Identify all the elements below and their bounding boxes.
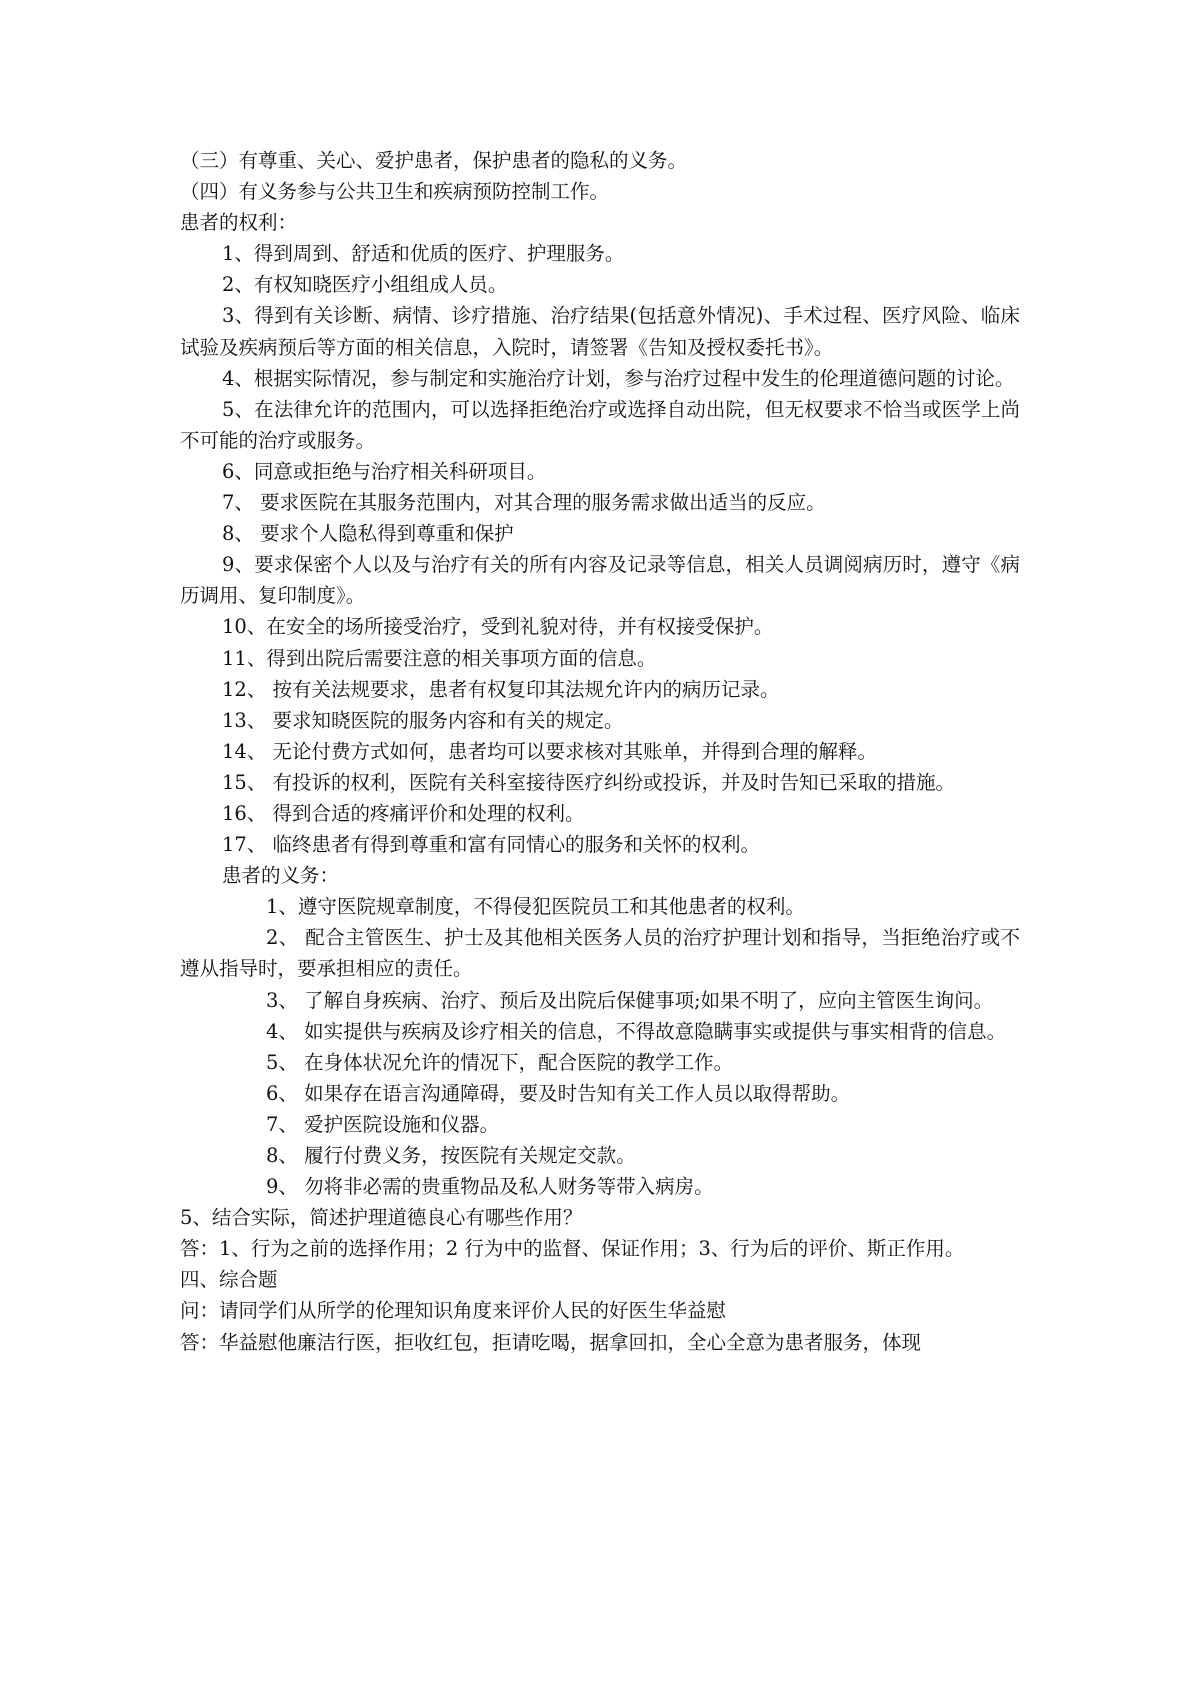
- patient-right-item: 4、根据实际情况，参与制定和实施治疗计划，参与治疗过程中发生的伦理道德问题的讨论。: [222, 366, 1015, 390]
- patient-right-item: 5、在法律允许的范围内，可以选择拒绝治疗或选择自动出院，但无权要求不恰当或医学上尚不可能的治疗或服务。: [180, 397, 1020, 452]
- patient-duty-item: 4、 如实提供与疾病及诊疗相关的信息，不得故意隐瞒事实或提供与事实相背的信息。: [266, 1019, 1007, 1043]
- patient-duty-item: 3、 了解自身疾病、治疗、预后及出院后保健事项;如果不明了，应向主管医生询问。: [266, 988, 994, 1012]
- patient-right-item: 2、有权知晓医疗小组组成人员。: [222, 273, 508, 297]
- patient-right-item: 7、 要求医院在其服务范围内，对其合理的服务需求做出适当的反应。: [222, 491, 826, 515]
- patient-duty-item: 6、 如果存在语言沟通障碍，要及时告知有关工作人员以取得帮助。: [266, 1081, 851, 1105]
- document-body: [180, 145, 1020, 1358]
- patient-right-item: 15、 有投诉的权利，医院有关科室接待医疗纠纷或投诉，并及时告知已采取的措施。: [222, 770, 956, 794]
- patient-right-item: 14、 无论付费方式如何，患者均可以要求核对其账单，并得到合理的解释。: [222, 739, 878, 763]
- patient-duty-item: 9、 勿将非必需的贵重物品及私人财务等带入病房。: [266, 1175, 714, 1199]
- patient-right-item: 16、 得到合适的疼痛评价和处理的权利。: [222, 801, 585, 825]
- patient-right-item: 6、同意或拒绝与治疗相关科研项目。: [222, 459, 547, 483]
- patient-right-item: 13、 要求知晓医院的服务内容和有关的规定。: [222, 708, 624, 732]
- section-4-question: 问：请同学们从所学的伦理知识角度来评价人民的好医生华益慰: [180, 1299, 727, 1323]
- intro-line-4: （四）有义务参与公共卫生和疾病预防控制工作。: [180, 180, 610, 204]
- patient-right-item: 17、 临终患者有得到尊重和富有同情心的服务和关怀的权利。: [222, 833, 761, 857]
- patient-duty-item: 2、 配合主管医生、护士及其他相关医务人员的治疗护理计划和指导，当拒绝治疗或不遵从指导时，要承担相应的责任。: [180, 926, 1020, 981]
- patient-right-item: 1、得到周到、舒适和优质的医疗、护理服务。: [222, 242, 625, 266]
- section-4-answer: 答：华益慰他廉洁行医，拒收红包，拒请吃喝，据拿回扣，全心全意为患者服务，体现: [180, 1330, 922, 1354]
- answer-5: 答：1、行为之前的选择作用；2 行为中的监督、保证作用；3、行为后的评价、斯正作用。: [180, 1237, 965, 1261]
- patient-duty-item: 5、 在身体状况允许的情况下，配合医院的教学工作。: [266, 1050, 734, 1074]
- patient-rights-heading: 患者的权利：: [180, 211, 298, 235]
- patient-duty-item: 1、遵守医院规章制度，不得侵犯医院员工和其他患者的权利。: [266, 895, 805, 919]
- patient-right-item: 9、要求保密个人以及与治疗有关的所有内容及记录等信息，相关人员调阅病历时，遵守《病历调用、复印制度》。: [180, 553, 1020, 608]
- patient-duties-heading: 患者的义务：: [222, 864, 340, 888]
- patient-duty-item: 8、 履行付费义务，按医院有关规定交款。: [266, 1144, 636, 1167]
- patient-duty-item: 7、 爱护医院设施和仪器。: [266, 1112, 500, 1136]
- patient-right-item: 11、得到出院后需要注意的相关事项方面的信息。: [222, 646, 657, 670]
- patient-right-item: 8、 要求个人隐私得到尊重和保护: [222, 522, 514, 546]
- patient-right-item: 10、在安全的场所接受治疗，受到礼貌对待，并有权接受保护。: [222, 615, 774, 639]
- question-5: 5、结合实际，简述护理道德良心有哪些作用？: [180, 1206, 583, 1230]
- patient-right-item: 12、 按有关法规要求，患者有权复印其法规允许内的病历记录。: [222, 677, 780, 701]
- intro-line-3: （三）有尊重、关心、爱护患者，保护患者的隐私的义务。: [180, 149, 688, 172]
- patient-right-item: 3、得到有关诊断、病情、诊疗措施、治疗结果(包括意外情况)、手术过程、医疗风险、临床试验及疾病预后等方面的相关信息，入院时，请签署《告知及授权委托书》。: [180, 304, 1020, 359]
- section-4-heading: 四、综合题: [180, 1268, 278, 1292]
